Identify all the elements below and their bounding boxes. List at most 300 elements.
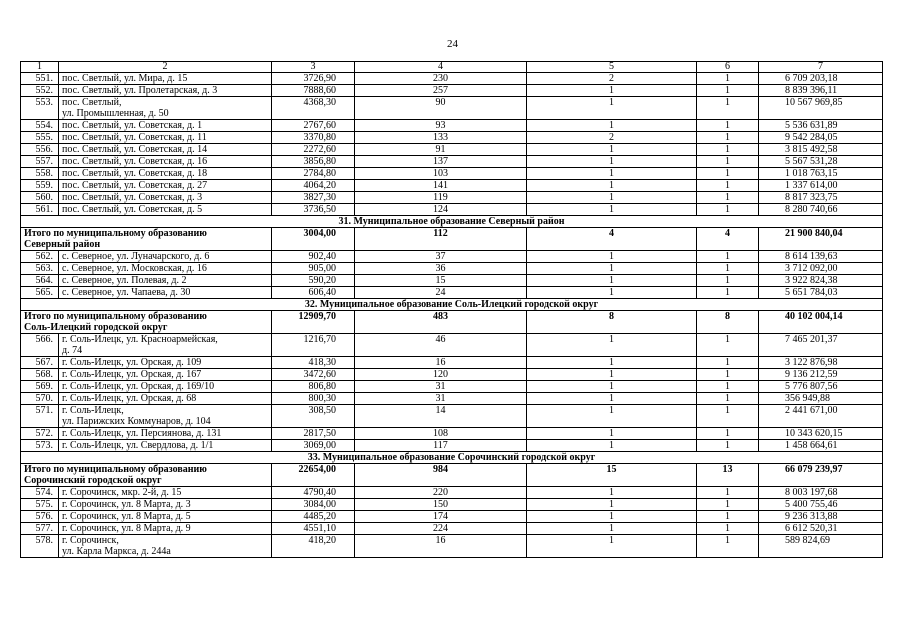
- address-cell: [59, 73, 272, 85]
- table-row: [21, 393, 883, 405]
- amount-cell: 5 536 631,89: [759, 120, 883, 132]
- count-cell: 1: [527, 428, 697, 440]
- area-cell: 7888,60: [272, 85, 355, 97]
- row-number: 555.: [21, 132, 59, 144]
- address-line: д. 74: [62, 345, 83, 356]
- count-cell: 1: [527, 535, 697, 558]
- count-cell: 46: [355, 334, 527, 357]
- count-cell: 1: [697, 168, 759, 180]
- count-cell: 37: [355, 251, 527, 263]
- area-cell: 418,20: [272, 535, 355, 558]
- table-row: [21, 263, 883, 275]
- count-cell: 1: [697, 405, 759, 428]
- address-cell: [59, 428, 272, 440]
- area-cell: 4551,10: [272, 523, 355, 535]
- amount-cell: 7 465 201,37: [759, 334, 883, 357]
- count-cell: 1: [527, 440, 697, 452]
- address-line: пос. Светлый, ул. Пролетарская, д. 3: [62, 85, 218, 96]
- address-cell: [59, 381, 272, 393]
- address-cell: [59, 168, 272, 180]
- section-title: 33. Муниципальное образование Сорочинский городской округ: [21, 452, 883, 464]
- total-label: [21, 228, 272, 251]
- count-cell: 1: [527, 499, 697, 511]
- count-cell: 1: [527, 487, 697, 499]
- address-line: с. Северное, ул. Луначарского, д. 6: [62, 251, 210, 262]
- address-cell: [59, 275, 272, 287]
- count-cell: 1: [697, 511, 759, 523]
- address-cell: [59, 180, 272, 192]
- count-cell: 1: [527, 369, 697, 381]
- area-cell: 2272,60: [272, 144, 355, 156]
- table-row: [21, 180, 883, 192]
- count-cell: 1: [697, 97, 759, 120]
- address-cell: [59, 523, 272, 535]
- table-row: [21, 275, 883, 287]
- count-cell: 1: [697, 428, 759, 440]
- area-cell: 4790,40: [272, 487, 355, 499]
- section-title: 32. Муниципальное образование Соль-Илецкий городской округ: [21, 299, 883, 311]
- count-cell: 91: [355, 144, 527, 156]
- count-cell: 1: [697, 275, 759, 287]
- address-line: пос. Светлый, ул. Советская, д. 1: [62, 120, 203, 131]
- count-cell: 112: [355, 228, 527, 251]
- address-line: г. Сорочинск, ул. 8 Марта, д. 9: [62, 523, 191, 534]
- total-label-line: Итого по муниципальному образованию: [24, 228, 207, 239]
- row-number: 575.: [21, 499, 59, 511]
- count-cell: 120: [355, 369, 527, 381]
- address-line: пос. Светлый,: [62, 97, 122, 108]
- row-number: 565.: [21, 287, 59, 299]
- table-row: [21, 287, 883, 299]
- area-cell: 2784,80: [272, 168, 355, 180]
- area-cell: 3856,80: [272, 156, 355, 168]
- row-number: 571.: [21, 405, 59, 428]
- amount-cell: 9 542 284,05: [759, 132, 883, 144]
- count-cell: 1: [697, 156, 759, 168]
- count-cell: 8: [697, 311, 759, 334]
- count-cell: 1: [697, 334, 759, 357]
- address-cell: [59, 192, 272, 204]
- page-number: 24: [447, 38, 458, 50]
- address-line: г. Сорочинск, ул. 8 Марта, д. 3: [62, 499, 191, 510]
- address-line: ул. Промышленная, д. 50: [62, 108, 169, 119]
- amount-cell: 66 079 239,97: [759, 464, 883, 487]
- amount-cell: 3 815 492,58: [759, 144, 883, 156]
- amount-cell: 9 136 212,59: [759, 369, 883, 381]
- address-cell: [59, 132, 272, 144]
- area-cell: 902,40: [272, 251, 355, 263]
- count-cell: 1: [697, 381, 759, 393]
- count-cell: 1: [697, 357, 759, 369]
- address-cell: [59, 334, 272, 357]
- address-cell: [59, 405, 272, 428]
- address-cell: [59, 144, 272, 156]
- table-row: [21, 440, 883, 452]
- section-title: 31. Муниципальное образование Северный район: [21, 216, 883, 228]
- count-cell: 2: [527, 73, 697, 85]
- row-number: 577.: [21, 523, 59, 535]
- amount-cell: 356 949,88: [759, 393, 883, 405]
- count-cell: 90: [355, 97, 527, 120]
- table-row: [21, 487, 883, 499]
- count-cell: 1: [697, 499, 759, 511]
- count-cell: 1: [697, 535, 759, 558]
- address-line: пос. Светлый, ул. Советская, д. 11: [62, 132, 207, 143]
- address-cell: [59, 440, 272, 452]
- count-cell: 1: [527, 405, 697, 428]
- area-cell: 22654,00: [272, 464, 355, 487]
- row-number: 572.: [21, 428, 59, 440]
- area-cell: 3084,00: [272, 499, 355, 511]
- column-header: 3: [272, 62, 355, 73]
- area-cell: 12909,70: [272, 311, 355, 334]
- section-heading-row: [21, 452, 883, 464]
- count-cell: 14: [355, 405, 527, 428]
- count-cell: 1: [697, 132, 759, 144]
- amount-cell: 10 567 969,85: [759, 97, 883, 120]
- row-number: 566.: [21, 334, 59, 357]
- count-cell: 1: [527, 168, 697, 180]
- table-row: [21, 97, 883, 120]
- row-number: 574.: [21, 487, 59, 499]
- total-row: [21, 311, 883, 334]
- total-row: [21, 464, 883, 487]
- count-cell: 1: [527, 263, 697, 275]
- amount-cell: 6 709 203,18: [759, 73, 883, 85]
- row-number: 552.: [21, 85, 59, 97]
- count-cell: 1: [527, 97, 697, 120]
- column-number-header-row: [21, 62, 883, 73]
- count-cell: 174: [355, 511, 527, 523]
- area-cell: 806,80: [272, 381, 355, 393]
- amount-cell: 21 900 840,04: [759, 228, 883, 251]
- count-cell: 1: [697, 204, 759, 216]
- count-cell: 141: [355, 180, 527, 192]
- count-cell: 16: [355, 535, 527, 558]
- area-cell: 3827,30: [272, 192, 355, 204]
- count-cell: 1: [527, 204, 697, 216]
- address-cell: [59, 120, 272, 132]
- housing-table: [20, 61, 883, 558]
- count-cell: 984: [355, 464, 527, 487]
- address-line: г. Сорочинск, ул. 8 Марта, д. 5: [62, 511, 191, 522]
- address-cell: [59, 156, 272, 168]
- area-cell: 606,40: [272, 287, 355, 299]
- address-line: г. Соль-Илецк, ул. Орская, д. 167: [62, 369, 202, 380]
- count-cell: 1: [527, 334, 697, 357]
- table-row: [21, 144, 883, 156]
- count-cell: 1: [527, 275, 697, 287]
- count-cell: 108: [355, 428, 527, 440]
- address-cell: [59, 204, 272, 216]
- count-cell: 1: [697, 73, 759, 85]
- row-number: 558.: [21, 168, 59, 180]
- table-row: [21, 369, 883, 381]
- area-cell: 418,30: [272, 357, 355, 369]
- address-line: с. Северное, ул. Московская, д. 16: [62, 263, 207, 274]
- row-number: 568.: [21, 369, 59, 381]
- row-number: 576.: [21, 511, 59, 523]
- area-cell: 3004,00: [272, 228, 355, 251]
- count-cell: 1: [527, 85, 697, 97]
- count-cell: 1: [697, 369, 759, 381]
- amount-cell: 3 712 092,00: [759, 263, 883, 275]
- column-header: 1: [21, 62, 59, 73]
- row-number: 564.: [21, 275, 59, 287]
- table-row: [21, 499, 883, 511]
- count-cell: 1: [697, 287, 759, 299]
- amount-cell: 8 280 740,66: [759, 204, 883, 216]
- count-cell: 1: [527, 120, 697, 132]
- table-row: [21, 120, 883, 132]
- section-heading-row: [21, 216, 883, 228]
- total-label-line: Соль-Илецкий городской округ: [24, 322, 168, 333]
- count-cell: 4: [697, 228, 759, 251]
- table-row: [21, 405, 883, 428]
- amount-cell: 1 337 614,00: [759, 180, 883, 192]
- count-cell: 31: [355, 393, 527, 405]
- table-body: [21, 62, 883, 558]
- address-line: г. Сорочинск, мкр. 2-й, д. 15: [62, 487, 182, 498]
- row-number: 553.: [21, 97, 59, 120]
- amount-cell: 8 003 197,68: [759, 487, 883, 499]
- amount-cell: 5 776 807,56: [759, 381, 883, 393]
- count-cell: 230: [355, 73, 527, 85]
- amount-cell: 3 122 876,98: [759, 357, 883, 369]
- row-number: 563.: [21, 263, 59, 275]
- area-cell: 3736,50: [272, 204, 355, 216]
- address-line: г. Соль-Илецк,: [62, 405, 124, 416]
- amount-cell: 8 817 323,75: [759, 192, 883, 204]
- total-label-line: Северный район: [24, 239, 101, 250]
- count-cell: 1: [697, 120, 759, 132]
- column-header: 2: [59, 62, 272, 73]
- table-row: [21, 535, 883, 558]
- area-cell: 4368,30: [272, 97, 355, 120]
- section-heading-row: [21, 299, 883, 311]
- row-number: 559.: [21, 180, 59, 192]
- count-cell: 117: [355, 440, 527, 452]
- address-cell: [59, 393, 272, 405]
- count-cell: 1: [697, 251, 759, 263]
- count-cell: 36: [355, 263, 527, 275]
- amount-cell: 40 102 004,14: [759, 311, 883, 334]
- address-cell: [59, 287, 272, 299]
- address-line: пос. Светлый, ул. Советская, д. 18: [62, 168, 208, 179]
- count-cell: 1: [527, 144, 697, 156]
- area-cell: 3726,90: [272, 73, 355, 85]
- table-row: [21, 251, 883, 263]
- row-number: 562.: [21, 251, 59, 263]
- table-row: [21, 168, 883, 180]
- address-cell: [59, 97, 272, 120]
- area-cell: 2767,60: [272, 120, 355, 132]
- count-cell: 1: [527, 156, 697, 168]
- address-line: ул. Карла Маркса, д. 244а: [62, 546, 171, 557]
- row-number: 554.: [21, 120, 59, 132]
- count-cell: 8: [527, 311, 697, 334]
- count-cell: 483: [355, 311, 527, 334]
- table-row: [21, 192, 883, 204]
- address-cell: [59, 499, 272, 511]
- area-cell: 905,00: [272, 263, 355, 275]
- address-cell: [59, 511, 272, 523]
- address-cell: [59, 369, 272, 381]
- address-line: пос. Светлый, ул. Советская, д. 5: [62, 204, 203, 215]
- table-row: [21, 132, 883, 144]
- amount-cell: 3 922 824,38: [759, 275, 883, 287]
- table-row: [21, 523, 883, 535]
- amount-cell: 2 441 671,00: [759, 405, 883, 428]
- count-cell: 1: [697, 192, 759, 204]
- address-line: с. Северное, ул. Полевая, д. 2: [62, 275, 187, 286]
- row-number: 578.: [21, 535, 59, 558]
- count-cell: 1: [527, 381, 697, 393]
- count-cell: 220: [355, 487, 527, 499]
- address-cell: [59, 487, 272, 499]
- area-cell: 308,50: [272, 405, 355, 428]
- amount-cell: 589 824,69: [759, 535, 883, 558]
- table-row: [21, 156, 883, 168]
- amount-cell: 6 612 520,31: [759, 523, 883, 535]
- count-cell: 1: [697, 487, 759, 499]
- amount-cell: 5 651 784,03: [759, 287, 883, 299]
- count-cell: 93: [355, 120, 527, 132]
- count-cell: 1: [697, 393, 759, 405]
- total-label: [21, 464, 272, 487]
- count-cell: 257: [355, 85, 527, 97]
- address-line: г. Сорочинск,: [62, 535, 119, 546]
- address-line: г. Соль-Илецк, ул. Красноармейская,: [62, 334, 218, 345]
- row-number: 557.: [21, 156, 59, 168]
- count-cell: 1: [527, 393, 697, 405]
- row-number: 561.: [21, 204, 59, 216]
- count-cell: 2: [527, 132, 697, 144]
- address-line: пос. Светлый, ул. Мира, д. 15: [62, 73, 188, 84]
- column-header: 7: [759, 62, 883, 73]
- area-cell: 1216,70: [272, 334, 355, 357]
- address-line: пос. Светлый, ул. Советская, д. 3: [62, 192, 203, 203]
- table-row: [21, 204, 883, 216]
- count-cell: 1: [527, 251, 697, 263]
- address-line: г. Соль-Илецк, ул. Свердлова, д. 1/1: [62, 440, 214, 451]
- count-cell: 13: [697, 464, 759, 487]
- area-cell: 2817,50: [272, 428, 355, 440]
- column-header: 6: [697, 62, 759, 73]
- amount-cell: 5 400 755,46: [759, 499, 883, 511]
- count-cell: 1: [527, 523, 697, 535]
- amount-cell: 10 343 620,15: [759, 428, 883, 440]
- total-label-line: Итого по муниципальному образованию: [24, 464, 207, 475]
- row-number: 570.: [21, 393, 59, 405]
- count-cell: 1: [697, 263, 759, 275]
- total-label: [21, 311, 272, 334]
- amount-cell: 8 614 139,63: [759, 251, 883, 263]
- area-cell: 800,30: [272, 393, 355, 405]
- count-cell: 150: [355, 499, 527, 511]
- address-line: ул. Парижских Коммунаров, д. 104: [62, 416, 211, 427]
- address-line: г. Соль-Илецк, ул. Орская, д. 68: [62, 393, 197, 404]
- table-row: [21, 73, 883, 85]
- address-cell: [59, 535, 272, 558]
- count-cell: 16: [355, 357, 527, 369]
- total-row: [21, 228, 883, 251]
- row-number: 573.: [21, 440, 59, 452]
- count-cell: 137: [355, 156, 527, 168]
- address-cell: [59, 357, 272, 369]
- row-number: 560.: [21, 192, 59, 204]
- count-cell: 31: [355, 381, 527, 393]
- amount-cell: 1 018 763,15: [759, 168, 883, 180]
- address-line: г. Соль-Илецк, ул. Орская, д. 109: [62, 357, 202, 368]
- count-cell: 1: [697, 440, 759, 452]
- count-cell: 1: [697, 144, 759, 156]
- count-cell: 15: [355, 275, 527, 287]
- total-label-line: Сорочинский городской округ: [24, 475, 162, 486]
- count-cell: 1: [527, 192, 697, 204]
- count-cell: 15: [527, 464, 697, 487]
- area-cell: 3472,60: [272, 369, 355, 381]
- table-row: [21, 511, 883, 523]
- count-cell: 124: [355, 204, 527, 216]
- address-cell: [59, 251, 272, 263]
- area-cell: 590,20: [272, 275, 355, 287]
- address-line: г. Соль-Илецк, ул. Персиянова, д. 131: [62, 428, 222, 439]
- count-cell: 224: [355, 523, 527, 535]
- area-cell: 3069,00: [272, 440, 355, 452]
- address-line: пос. Светлый, ул. Советская, д. 14: [62, 144, 208, 155]
- column-header: 5: [527, 62, 697, 73]
- row-number: 567.: [21, 357, 59, 369]
- count-cell: 133: [355, 132, 527, 144]
- address-line: пос. Светлый, ул. Советская, д. 27: [62, 180, 208, 191]
- area-cell: 4064,20: [272, 180, 355, 192]
- amount-cell: 9 236 313,88: [759, 511, 883, 523]
- address-line: г. Соль-Илецк, ул. Орская, д. 169/10: [62, 381, 215, 392]
- count-cell: 119: [355, 192, 527, 204]
- row-number: 569.: [21, 381, 59, 393]
- table-row: [21, 428, 883, 440]
- area-cell: 4485,20: [272, 511, 355, 523]
- count-cell: 1: [527, 287, 697, 299]
- count-cell: 103: [355, 168, 527, 180]
- table-row: [21, 357, 883, 369]
- table-row: [21, 334, 883, 357]
- amount-cell: 1 458 664,61: [759, 440, 883, 452]
- address-cell: [59, 263, 272, 275]
- count-cell: 1: [697, 85, 759, 97]
- row-number: 551.: [21, 73, 59, 85]
- count-cell: 1: [527, 180, 697, 192]
- count-cell: 1: [697, 523, 759, 535]
- area-cell: 3370,80: [272, 132, 355, 144]
- count-cell: 24: [355, 287, 527, 299]
- row-number: 556.: [21, 144, 59, 156]
- count-cell: 1: [697, 180, 759, 192]
- column-header: 4: [355, 62, 527, 73]
- count-cell: 1: [527, 357, 697, 369]
- amount-cell: 8 839 396,11: [759, 85, 883, 97]
- address-line: с. Северное, ул. Чапаева, д. 30: [62, 287, 191, 298]
- address-cell: [59, 85, 272, 97]
- count-cell: 1: [527, 511, 697, 523]
- count-cell: 4: [527, 228, 697, 251]
- table-row: [21, 381, 883, 393]
- address-line: пос. Светлый, ул. Советская, д. 16: [62, 156, 208, 167]
- total-label-line: Итого по муниципальному образованию: [24, 311, 207, 322]
- table-row: [21, 85, 883, 97]
- amount-cell: 5 567 531,28: [759, 156, 883, 168]
